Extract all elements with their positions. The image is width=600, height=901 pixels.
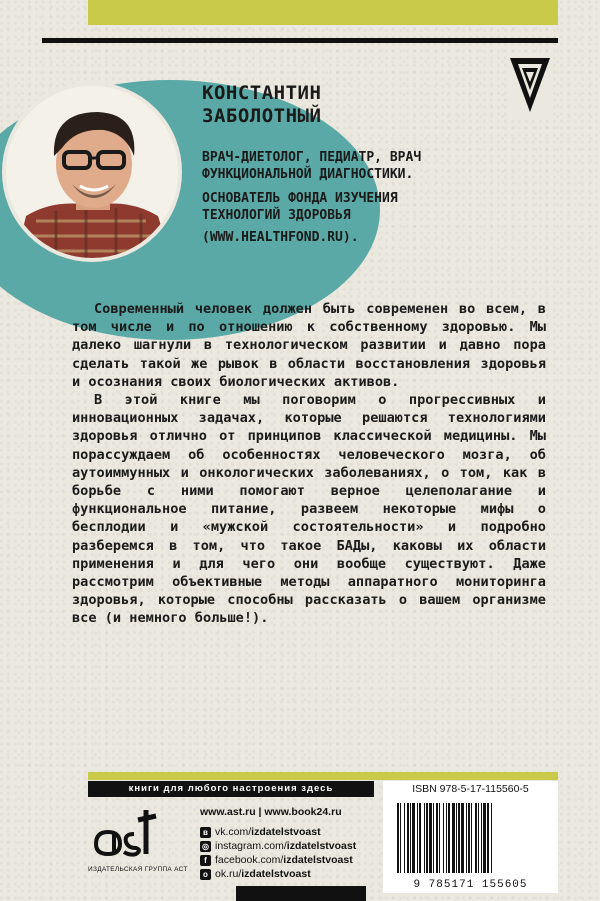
- barcode-bar: [471, 803, 472, 873]
- barcode-bar: [419, 803, 421, 873]
- barcode-bar: [487, 803, 489, 873]
- barcode-bar: [436, 803, 438, 873]
- barcode-bar: [458, 803, 460, 873]
- tagline-bar: книги для любого настроения здесь: [88, 781, 374, 797]
- barcode-bar: [404, 803, 405, 873]
- barcode-bar: [443, 803, 444, 873]
- author-description-line: ФУНКЦИОНАЛЬНОЙ ДИАГНОСТИКИ.: [202, 167, 414, 182]
- author-website: (WWW.HEALTHFOND.RU).: [202, 230, 359, 245]
- barcode-bar: [491, 803, 492, 873]
- barcode-bar: [475, 803, 477, 873]
- bottom-black-tab: [236, 886, 366, 901]
- barcode-digits: 9 785171 155605: [413, 879, 528, 891]
- barcode-bar: [410, 803, 411, 873]
- author-portrait: [2, 82, 182, 262]
- social-link-odnoklassniki[interactable]: о ok.ru/izdatelstvoast: [200, 868, 311, 880]
- barcode-bar: [461, 803, 464, 873]
- barcode-bar: [446, 803, 447, 873]
- bottom-olive-band: [88, 772, 558, 780]
- author-description-line: ОСНОВАТЕЛЬ ФОНДА ИЗУЧЕНИЯ: [202, 191, 398, 206]
- barcode-bar: [426, 803, 428, 873]
- vk-icon: в: [200, 827, 211, 838]
- description-paragraph-1: Современный человек должен быть современен во всем, в том числе и по отношению к собственному здоровью. Мы далеко шагнули в технологическом развитии и давно пора сделать такой же рывок в области восстановления здоровья и осознания своих биологических активов.: [72, 301, 546, 390]
- barcode-bar: [478, 803, 479, 873]
- barcode-bar: [439, 803, 440, 873]
- author-description-line: ВРАЧ-ДИЕТОЛОГ, ПЕДИАТР, ВРАЧ: [202, 150, 422, 165]
- barcode-bar: [429, 803, 432, 873]
- top-olive-band: [88, 0, 558, 25]
- description-paragraph-2: В этой книге мы поговорим о прогрессивных и инновационных задачах, которые решаются технологиями здоровья отлично от принципов классической медицины. Мы порассуждаем об особенностях человеческого мозга, об аутоиммунных и онкологических заболеваниях, о том, как в борьбе с ними помогают верное целеполагание и функциональное питание, развеем некоторые мифы о бесплодии и «мужской состоятельности» и подробно разберемся в том, что такое БАДы, каковы их области применения и для чего они вообще существуют. Даже рассмотрим объективные методы аппаратного мониторинга здоровья, которые способны рассказать о вашем организме все (и немного больше!).: [72, 392, 546, 627]
- barcode-bar: [448, 803, 450, 873]
- barcode-bar: [468, 803, 470, 873]
- social-link-facebook[interactable]: f facebook.com/izdatelstvoast: [200, 854, 353, 866]
- barcode-bar: [481, 803, 482, 873]
- barcode-bar: [452, 803, 455, 873]
- websites: www.ast.ru | www.book24.ru: [200, 806, 342, 818]
- social-link-vk[interactable]: в vk.com/izdatelstvoast: [200, 826, 321, 838]
- ast-logo-icon: [92, 806, 158, 858]
- facebook-icon: f: [200, 855, 211, 866]
- author-last-name: ЗАБОЛОТНЫЙ: [202, 105, 322, 127]
- barcode: [383, 797, 558, 893]
- v-logo-icon: [508, 54, 552, 120]
- odnoklassniki-icon: о: [200, 869, 211, 880]
- barcode-bar: [417, 803, 418, 873]
- social-link-instagram[interactable]: ◎ instagram.com/izdatelstvoast: [202, 840, 357, 852]
- top-black-rule: [42, 38, 558, 43]
- book-description: [72, 300, 546, 628]
- instagram-icon: ◎: [200, 841, 211, 852]
- author-name: [202, 82, 321, 128]
- barcode-bar: [407, 803, 409, 873]
- author-first-name: КОНСТАНТИН: [202, 82, 322, 104]
- barcode-bar: [400, 803, 401, 873]
- barcode-bar: [483, 803, 486, 873]
- publisher-name: ИЗДАТЕЛЬСКАЯ ГРУППА АСТ: [88, 866, 188, 873]
- barcode-bar: [424, 803, 425, 873]
- isbn-label: ISBN 978-5-17-115560-5: [383, 781, 558, 797]
- barcode-bar: [412, 803, 415, 873]
- barcode-bar: [433, 803, 434, 873]
- barcode-bar: [456, 803, 457, 873]
- barcode-bar: [466, 803, 467, 873]
- author-portrait-drawing: [6, 86, 178, 258]
- barcode-bar: [397, 803, 399, 873]
- author-description-line: ТЕХНОЛОГИЙ ЗДОРОВЬЯ: [202, 208, 351, 223]
